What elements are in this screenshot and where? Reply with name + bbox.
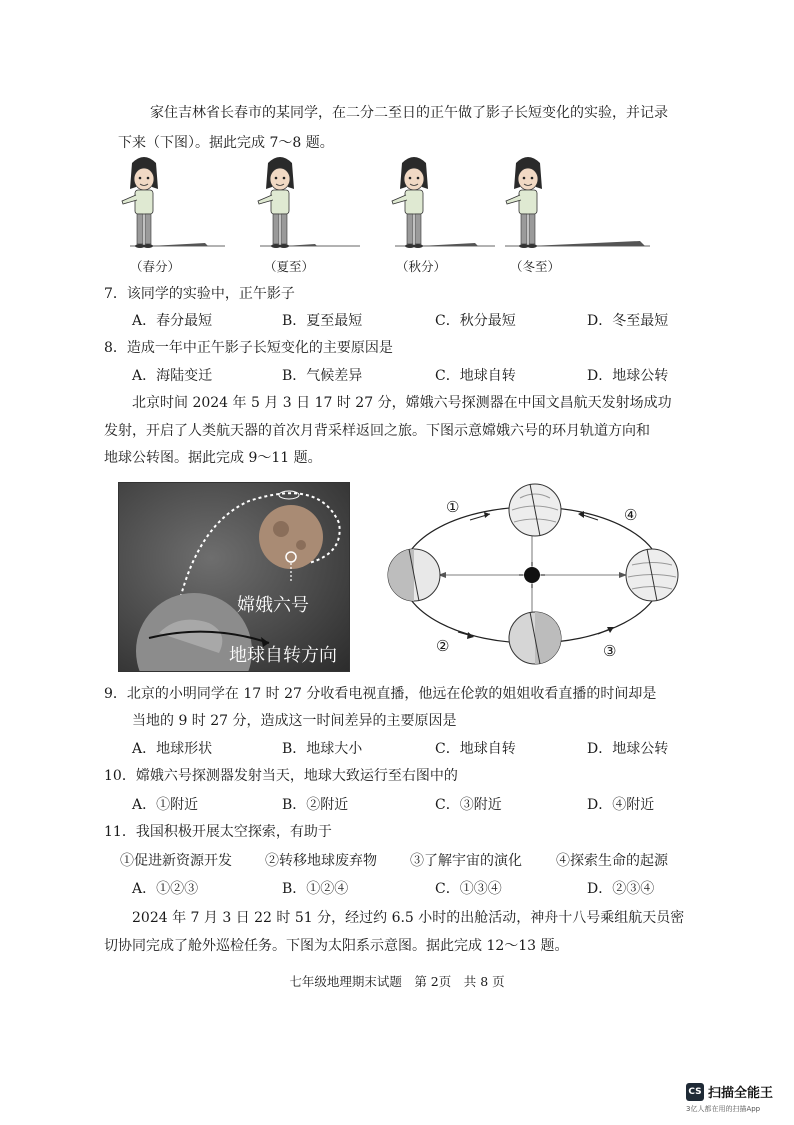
moon-icon (259, 505, 323, 569)
q11-item-2: ②转移地球废弃物 (265, 853, 377, 869)
intro3-line2: 切协同完成了舱外巡检任务。下图为太阳系示意图。据此完成 12～13 题。 (104, 938, 569, 954)
shadow-figure (110, 155, 670, 255)
intro1-line1: 家住吉林省长春市的某同学，在二分二至日的正午做了影子长短变化的实验，并记录 (150, 105, 668, 121)
q9-stem-line2: 当地的 9 时 27 分，造成这一时间差异的主要原因是 (132, 713, 457, 729)
intro1-line2: 下来（下图）。据此完成 7～8 题。 (118, 135, 334, 151)
q8-option-d: D．地球公转 (587, 368, 669, 384)
q9-option-b: B．地球大小 (282, 741, 363, 757)
q9-option-c: C．地球自转 (435, 741, 516, 757)
camscanner-watermark (686, 1082, 773, 1101)
cs-logo-icon: CS (686, 1083, 704, 1101)
shadow-summer (285, 244, 317, 246)
q9-option-d: D．地球公转 (587, 741, 669, 757)
globe-left (388, 549, 440, 601)
q10-option-b: B．②附近 (282, 797, 349, 813)
shadow-winter (530, 241, 645, 246)
caption-summer: （夏至） (264, 259, 315, 274)
q11-item-1: ①促进新资源开发 (120, 853, 232, 869)
q7-option-d: D．冬至最短 (587, 313, 669, 329)
change6-orbit-photo (118, 482, 350, 672)
photo-label-rotation: 地球自转方向 (229, 645, 337, 666)
q11-item-3: ③了解宇宙的演化 (410, 853, 522, 869)
q10-option-c: C．③附近 (435, 797, 502, 813)
caption-spring: （春分） (130, 259, 181, 274)
caption-autumn: （秋分） (396, 259, 447, 274)
q11-option-c: C．①③④ (435, 881, 502, 897)
q9-option-a: A．地球形状 (132, 741, 213, 757)
intro3-line1: 2024 年 7 月 3 日 22 时 51 分，经过约 6.5 小时的出舱活动，神舟十八号乘组航天员密 (132, 910, 685, 926)
q8-option-a: A．海陆变迁 (132, 368, 213, 384)
cs-name: 扫描全能王 (708, 1086, 774, 1101)
q11-option-d: D．②③④ (587, 881, 655, 897)
cs-tagline: 3亿人都在用的扫描App (686, 1105, 761, 1113)
q8-option-c: C．地球自转 (435, 368, 516, 384)
page-footer: 七年级地理期末试题 第 2页 共 8 页 (289, 974, 505, 989)
orbit-label-3: ③ (603, 642, 617, 660)
q8-stem: 8．造成一年中正午影子长短变化的主要原因是 (104, 340, 393, 356)
q11-option-a: A．①②③ (132, 881, 199, 897)
q11-option-b: B．①②④ (282, 881, 349, 897)
q7-stem: 7．该同学的实验中，正午影子 (104, 286, 295, 302)
intro2-line3: 地球公转图。据此完成 9～11 题。 (104, 450, 322, 466)
globe-top (509, 484, 561, 536)
q10-stem: 10．嫦娥六号探测器发射当天，地球大致运行至右图中的 (104, 768, 458, 784)
intro2-line1: 北京时间 2024 年 5 月 3 日 17 时 27 分，嫦娥六号探测器在中国文昌航天发射场成功 (132, 395, 672, 411)
q10-option-d: D．④附近 (587, 797, 655, 813)
shadow-spring (150, 243, 208, 246)
q11-item-4: ④探索生命的起源 (556, 853, 668, 869)
q9-stem: 9．北京的小明同学在 17 时 27 分收看电视直播，他远在伦敦的姐姐收看直播的时间却是 (104, 686, 657, 702)
q10-option-a: A．①附近 (132, 797, 199, 813)
caption-winter: （冬至） (510, 259, 561, 274)
intro2-line2: 发射，开启了人类航天器的首次月背采样返回之旅。下图示意嫦娥六号的环月轨道方向和 (104, 423, 650, 439)
orbit-label-2: ② (436, 637, 450, 655)
q11-stem: 11．我国积极开展太空探索，有助于 (104, 824, 332, 840)
q7-option-c: C．秋分最短 (435, 313, 516, 329)
globe-right (626, 549, 678, 601)
q7-option-b: B．夏至最短 (282, 313, 363, 329)
q8-option-b: B．气候差异 (282, 368, 363, 384)
q7-option-a: A．春分最短 (132, 313, 213, 329)
globe-bottom (509, 612, 561, 664)
girl-summer (258, 157, 294, 248)
sun-icon (524, 567, 540, 583)
photo-label-change6: 嫦娥六号 (237, 595, 309, 616)
orbit-label-1: ① (446, 498, 460, 516)
orbit-label-4: ④ (624, 506, 638, 524)
girl-spring (122, 157, 158, 248)
shadow-autumn (420, 243, 478, 246)
girl-autumn (392, 157, 428, 248)
girl-winter (506, 157, 542, 248)
